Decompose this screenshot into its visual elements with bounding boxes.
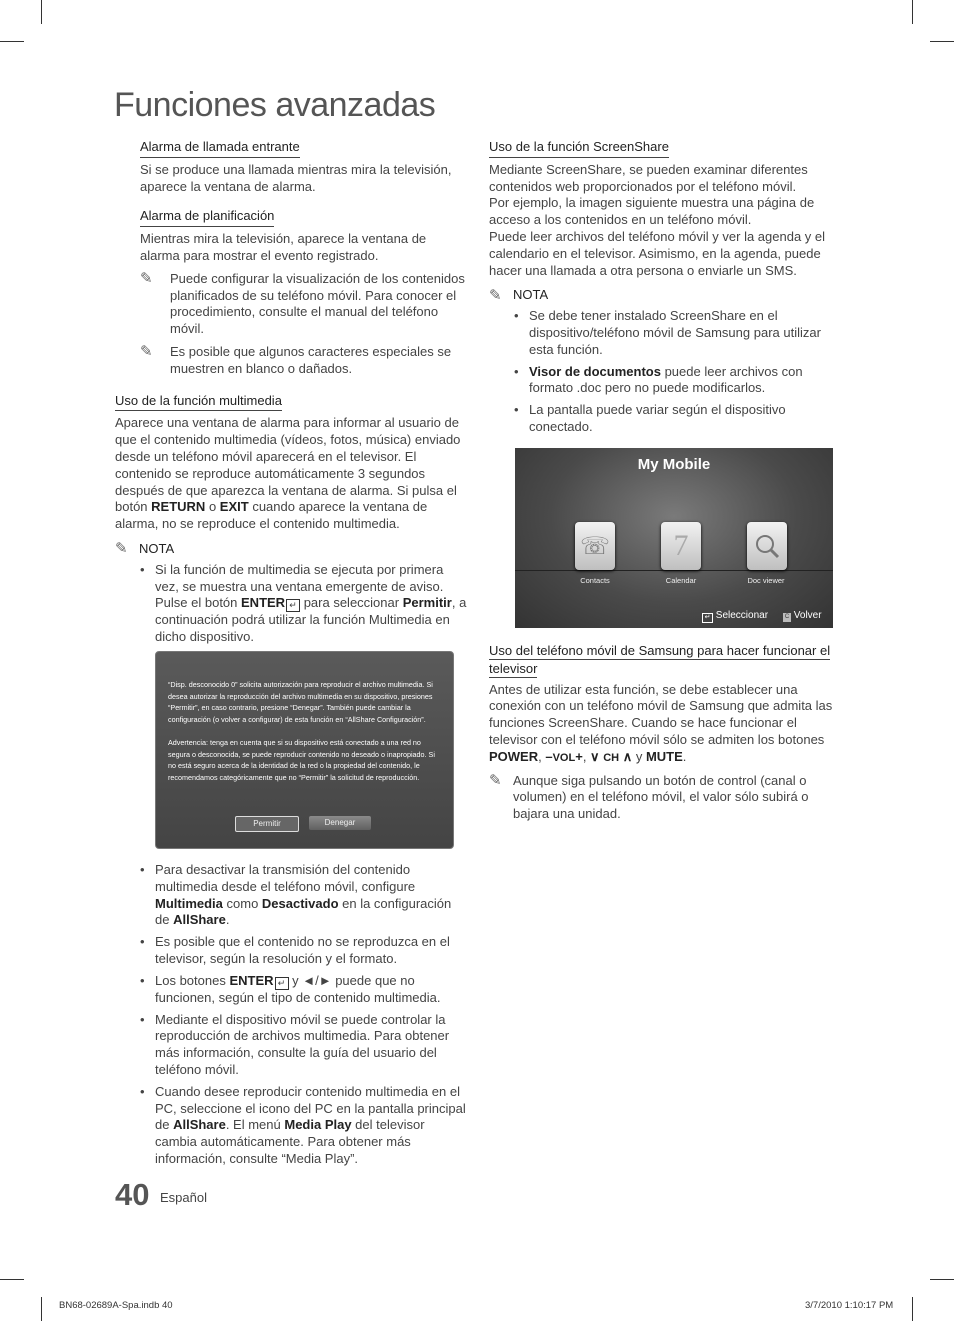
section-heading: Uso de la función multimedia xyxy=(115,393,282,412)
crop-mark xyxy=(930,1279,954,1280)
authorization-dialog xyxy=(155,651,454,849)
paragraph: Si se produce una llamada mientras mira la televisión, aparece la ventana de alarma. xyxy=(140,161,452,194)
list-item: • Si la función de multimedia se ejecuta por primera vez, se muestra una ventana emergente de aviso. Pulse el botón ENTER ↵ para seleccionar Permitir, a continuación podrá utilizar la función Multimedia en dicho dispositivo. xyxy=(115,562,467,646)
note xyxy=(489,773,841,823)
magnifier-icon[interactable] xyxy=(747,522,787,570)
paragraph: Aparece una ventana de alarma para informar al usuario de que el contenido multimedia (vídeos, fotos, música) enviado desde un teléfono móvil aparecerá en el televisor. El contenido se reproduce automáticamente 3 segundos después de que aparezca la ventana de alarma. Si pulsa el botón RETURN o EXIT cuando aparece la ventana de alarma, no se reproduce el contenido multimedia. xyxy=(115,415,461,532)
section-heading: Uso de la función ScreenShare xyxy=(489,139,669,158)
list-item: • Mediante el dispositivo móvil se puede controlar la reproducción de archivos multimedia. Para obtener más información, consulte la guía del usuario del teléfono móvil. xyxy=(115,1012,467,1079)
paragraph: Antes de utilizar esta función, se debe establecer una conexión con un teléfono móvil de Samsung que admita las funciones ScreenShare. Cuando se hace funcionar el televisor con el teléfono móvil sólo se admiten los botones POWER, –VOL+, ∨ CH ∧ y MUTE. xyxy=(489,681,833,764)
page-number: 40 xyxy=(115,1177,150,1212)
list-item: • Para desactivar la transmisión del contenido multimedia desde el teléfono móvil, configure Multimedia como Desactivado en la configuración de AllShare. xyxy=(115,862,467,929)
page-title: Funciones avanzadas xyxy=(114,86,436,124)
my-mobile-screen xyxy=(515,448,833,628)
note xyxy=(140,271,467,338)
left-column xyxy=(115,139,467,651)
note-heading: ✎ NOTA xyxy=(115,540,175,558)
crop-mark xyxy=(912,1297,913,1321)
crop-mark xyxy=(930,41,954,42)
pencil-note-icon: ✎ xyxy=(489,286,502,304)
back-hint: C Volver xyxy=(784,610,822,621)
doc-viewer-label: Doc viewer xyxy=(747,576,785,585)
volume-buttons: –VOL+ xyxy=(545,748,583,764)
pencil-note-icon: ✎ xyxy=(115,540,128,558)
paragraph: Mientras mira la televisión, aparece la ventana de alarma para mostrar el evento registrado. xyxy=(140,231,427,263)
section-heading: Uso del teléfono móvil de Samsung para hacer funcionar el televisor xyxy=(489,643,831,676)
page-language: Español xyxy=(160,1190,207,1205)
crop-mark xyxy=(912,0,913,24)
crop-mark xyxy=(0,41,24,42)
list-item: • Visor de documentos puede leer archivos con formato .doc pero no puede modificarlos. xyxy=(489,364,841,398)
print-timestamp: 3/7/2010 1:10:17 PM xyxy=(805,1300,894,1311)
phone-icon[interactable]: ☏ xyxy=(575,522,615,570)
allow-button[interactable]: Permitir xyxy=(235,816,299,832)
paragraph: Por ejemplo, la imagen siguiente muestra una página de acceso a los contenidos en un teléfono móvil. xyxy=(489,195,815,228)
contacts-label: Contacts xyxy=(580,576,610,585)
note xyxy=(140,344,467,378)
print-file-info: BN68-02689A-Spa.indb 40 xyxy=(59,1300,173,1311)
note-text: Puede configurar la visualización de los contenidos planificados de su teléfono móvil. Para conocer el procedimiento, consulte el manual del teléfono móvil. xyxy=(170,270,465,337)
section-heading: Alarma de llamada entrante xyxy=(140,139,300,158)
crop-mark xyxy=(41,1297,42,1321)
deny-button[interactable]: Denegar xyxy=(309,816,371,830)
list-item: • Es posible que el contenido no se reproduzca en el televisor, según la resolución y el formato. xyxy=(115,934,467,968)
calendar-icon[interactable]: 7 xyxy=(661,522,701,570)
enter-icon: ↵ xyxy=(286,599,300,612)
paragraph: Mediante ScreenShare, se pueden examinar diferentes contenidos web proporcionados por el teléfono móvil. xyxy=(489,161,808,194)
list-item: • Se debe tener instalado ScreenShare en el dispositivo/teléfono móvil de Samsung para utilizar esta función. xyxy=(489,308,841,358)
right-column-lower xyxy=(489,642,841,823)
left-column-lower xyxy=(115,862,467,1173)
list-item: • Cuando desee reproducir contenido multimedia en el PC, seleccione el icono del PC en la pantalla principal de AllShare. El menú Media Play del televisor cambia automáticamente. Para obtener más información, consulte “Media Play”. xyxy=(115,1084,467,1168)
note-list xyxy=(115,562,467,646)
dialog-message: “Disp. desconocido 0” solicita autorización para reproducir el archivo multimedia. Si desea autorizar la reproducción del archivo multimedia en su dispositivo, presiones “Permitir”, en caso contrario, presione “Denegar”. También puede cambiar la configuración (o volver a configurar) de esta función en “AllShare Configuración”. Advertencia: tenga en cuenta que si su dispositivo está conectado a una red no segura o desconocida, se puede reproducir contenido no deseado o inapropiado. Si no está seguro acerca de la identidad de la red o la propiedad del contenido, le recomendamos categóricamente que no “Permitir” la solicitud de reproducción. xyxy=(168,680,435,782)
paragraph: Puede leer archivos del teléfono móvil y ver la agenda y el calendario en el televisor. Asimismo, en la agenda, puede hacer una llamada a otra persona o enviarle un SMS. xyxy=(489,228,826,278)
list-item: • Los botones ENTER ↵ y ◄/► puede que no funcionen, según el tipo de contenido multimedia. xyxy=(115,973,467,1007)
select-hint: ↵ Seleccionar xyxy=(701,610,768,623)
channel-buttons: ∨ CH ∧ xyxy=(590,748,633,764)
screen-title: My Mobile xyxy=(637,456,711,473)
note-heading: ✎ NOTA xyxy=(489,286,549,304)
note-text: Es posible que algunos caracteres especiales se muestren en blanco o dañados. xyxy=(170,343,452,376)
crop-mark xyxy=(0,1279,24,1280)
enter-icon: ↵ xyxy=(702,613,713,623)
note-list xyxy=(489,308,841,436)
pencil-note-icon: ✎ xyxy=(140,342,153,360)
right-column xyxy=(489,139,841,441)
list-item: • La pantalla puede variar según el dispositivo conectado. xyxy=(489,402,841,436)
pencil-note-icon: ✎ xyxy=(140,269,153,287)
calendar-label: Calendar xyxy=(665,576,697,585)
note-text: Aunque siga pulsando un botón de control (canal o volumen) en el teléfono móvil, el valor sólo subirá o bajara una unidad. xyxy=(513,772,809,822)
note-list xyxy=(115,862,467,1168)
enter-icon: ↵ xyxy=(275,977,289,990)
section-heading: Alarma de planificación xyxy=(140,208,274,227)
c-key-icon: C xyxy=(784,614,790,620)
pencil-note-icon: ✎ xyxy=(489,771,502,789)
crop-mark xyxy=(41,0,42,24)
